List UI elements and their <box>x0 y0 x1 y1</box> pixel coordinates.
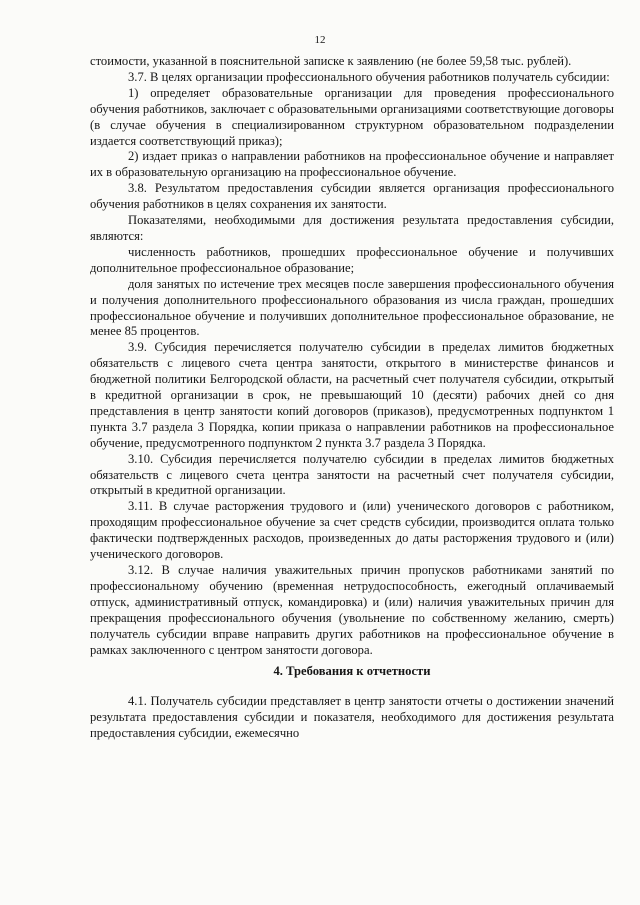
paragraph-indicators: Показателями, необходимыми для достижения результата предоставления субсидии, являются: <box>90 213 614 243</box>
paragraph-3-10: 3.10. Субсидия перечисляется получателю субсидии в пределах лимитов бюджетных обязательств с лицевого счета центра занятости на расчетный счет получателя субсидии, открытый в кредитной организации. <box>90 451 614 498</box>
paragraph-3-7-item-1: 1) определяет образовательные организации для проведения профессионального обучения работников, заключает с образовательными организациями соответствующие договоры (в случае обучения в специализированном структурном образовательном подразделении издается соответствующий приказ); <box>90 85 614 148</box>
paragraph-3-9: 3.9. Субсидия перечисляется получателю субсидии в пределах лимитов бюджетных обязательств с лицевого счета центра занятости, открытого в министерстве финансов и бюджетной политики Белгородской области, на расчетный счет получателя субсидии, открытый в кредитной организации в срок, не превышающий 10 (десяти) рабочих дней со дня представления в центр занятости копий договоров (приказов), предусмотренных подпунктом 1 пункта 3.7 раздела 3 Порядка, копии приказа о направлении работников на профессиональное обучение, предусмотренного подпунктом 2 пункта 3.7 раздела 3 Порядка. <box>90 340 614 450</box>
paragraph-3-8: 3.8. Результатом предоставления субсидии является организация профессионального обучения работников в целях сохранения их занятости. <box>90 181 614 212</box>
page-number: 12 <box>314 34 326 46</box>
paragraph-continuation: стоимости, указанной в пояснительной записке к заявлению (не более 59,58 тыс. рублей). <box>90 54 572 68</box>
document-body <box>90 54 614 742</box>
paragraph-3-12: 3.12. В случае наличия уважительных причин пропусков работниками занятий по профессиональному обучению (временная нетрудоспособность, ежегодный оплачиваемый отпуск, административный отпуск, командировка) и (или) наличия уважительных причин для прекращения профессионального обучения (увольнение по собственному желанию, смерть) получатель субсидии вправе направить других работников на профессиональное обучение в рамках заключенного с центром занятости договора. <box>90 563 614 657</box>
paragraph-indicator-1: численность работников, прошедших профессиональное обучение и получивших дополнительное профессиональное образование; <box>90 244 614 275</box>
paragraph-4-1: 4.1. Получатель субсидии представляет в центр занятости отчеты о достижении значений результата предоставления субсидии и показателя, необходимого для достижения результата предоставления субсидии, ежемесячно <box>90 694 614 741</box>
paragraph-indicator-2: доля занятых по истечение трех месяцев после завершения профессионального обучения и получения дополнительного профессионального образования из числа граждан, прошедших профессиональное обучение и получивших дополнительное профессиональное образование, не менее 85 процентов. <box>90 276 614 339</box>
paragraph-3-11: 3.11. В случае расторжения трудового и (или) ученического договоров с работником, проходящим профессиональное обучение за счет средств субсидии, производится оплата только фактически подтвержденных расходов, произведенных до даты расторжения трудового и (или) ученического договоров. <box>90 499 614 562</box>
paragraph-3-7: 3.7. В целях организации профессионального обучения работников получатель субсидии: <box>128 69 610 84</box>
paragraph-3-7-item-2: 2) издает приказ о направлении работников на профессиональное обучение и направляет их в образовательную организацию на профессиональное обучение. <box>90 149 614 180</box>
section-heading: 4. Требования к отчетности <box>273 664 431 679</box>
